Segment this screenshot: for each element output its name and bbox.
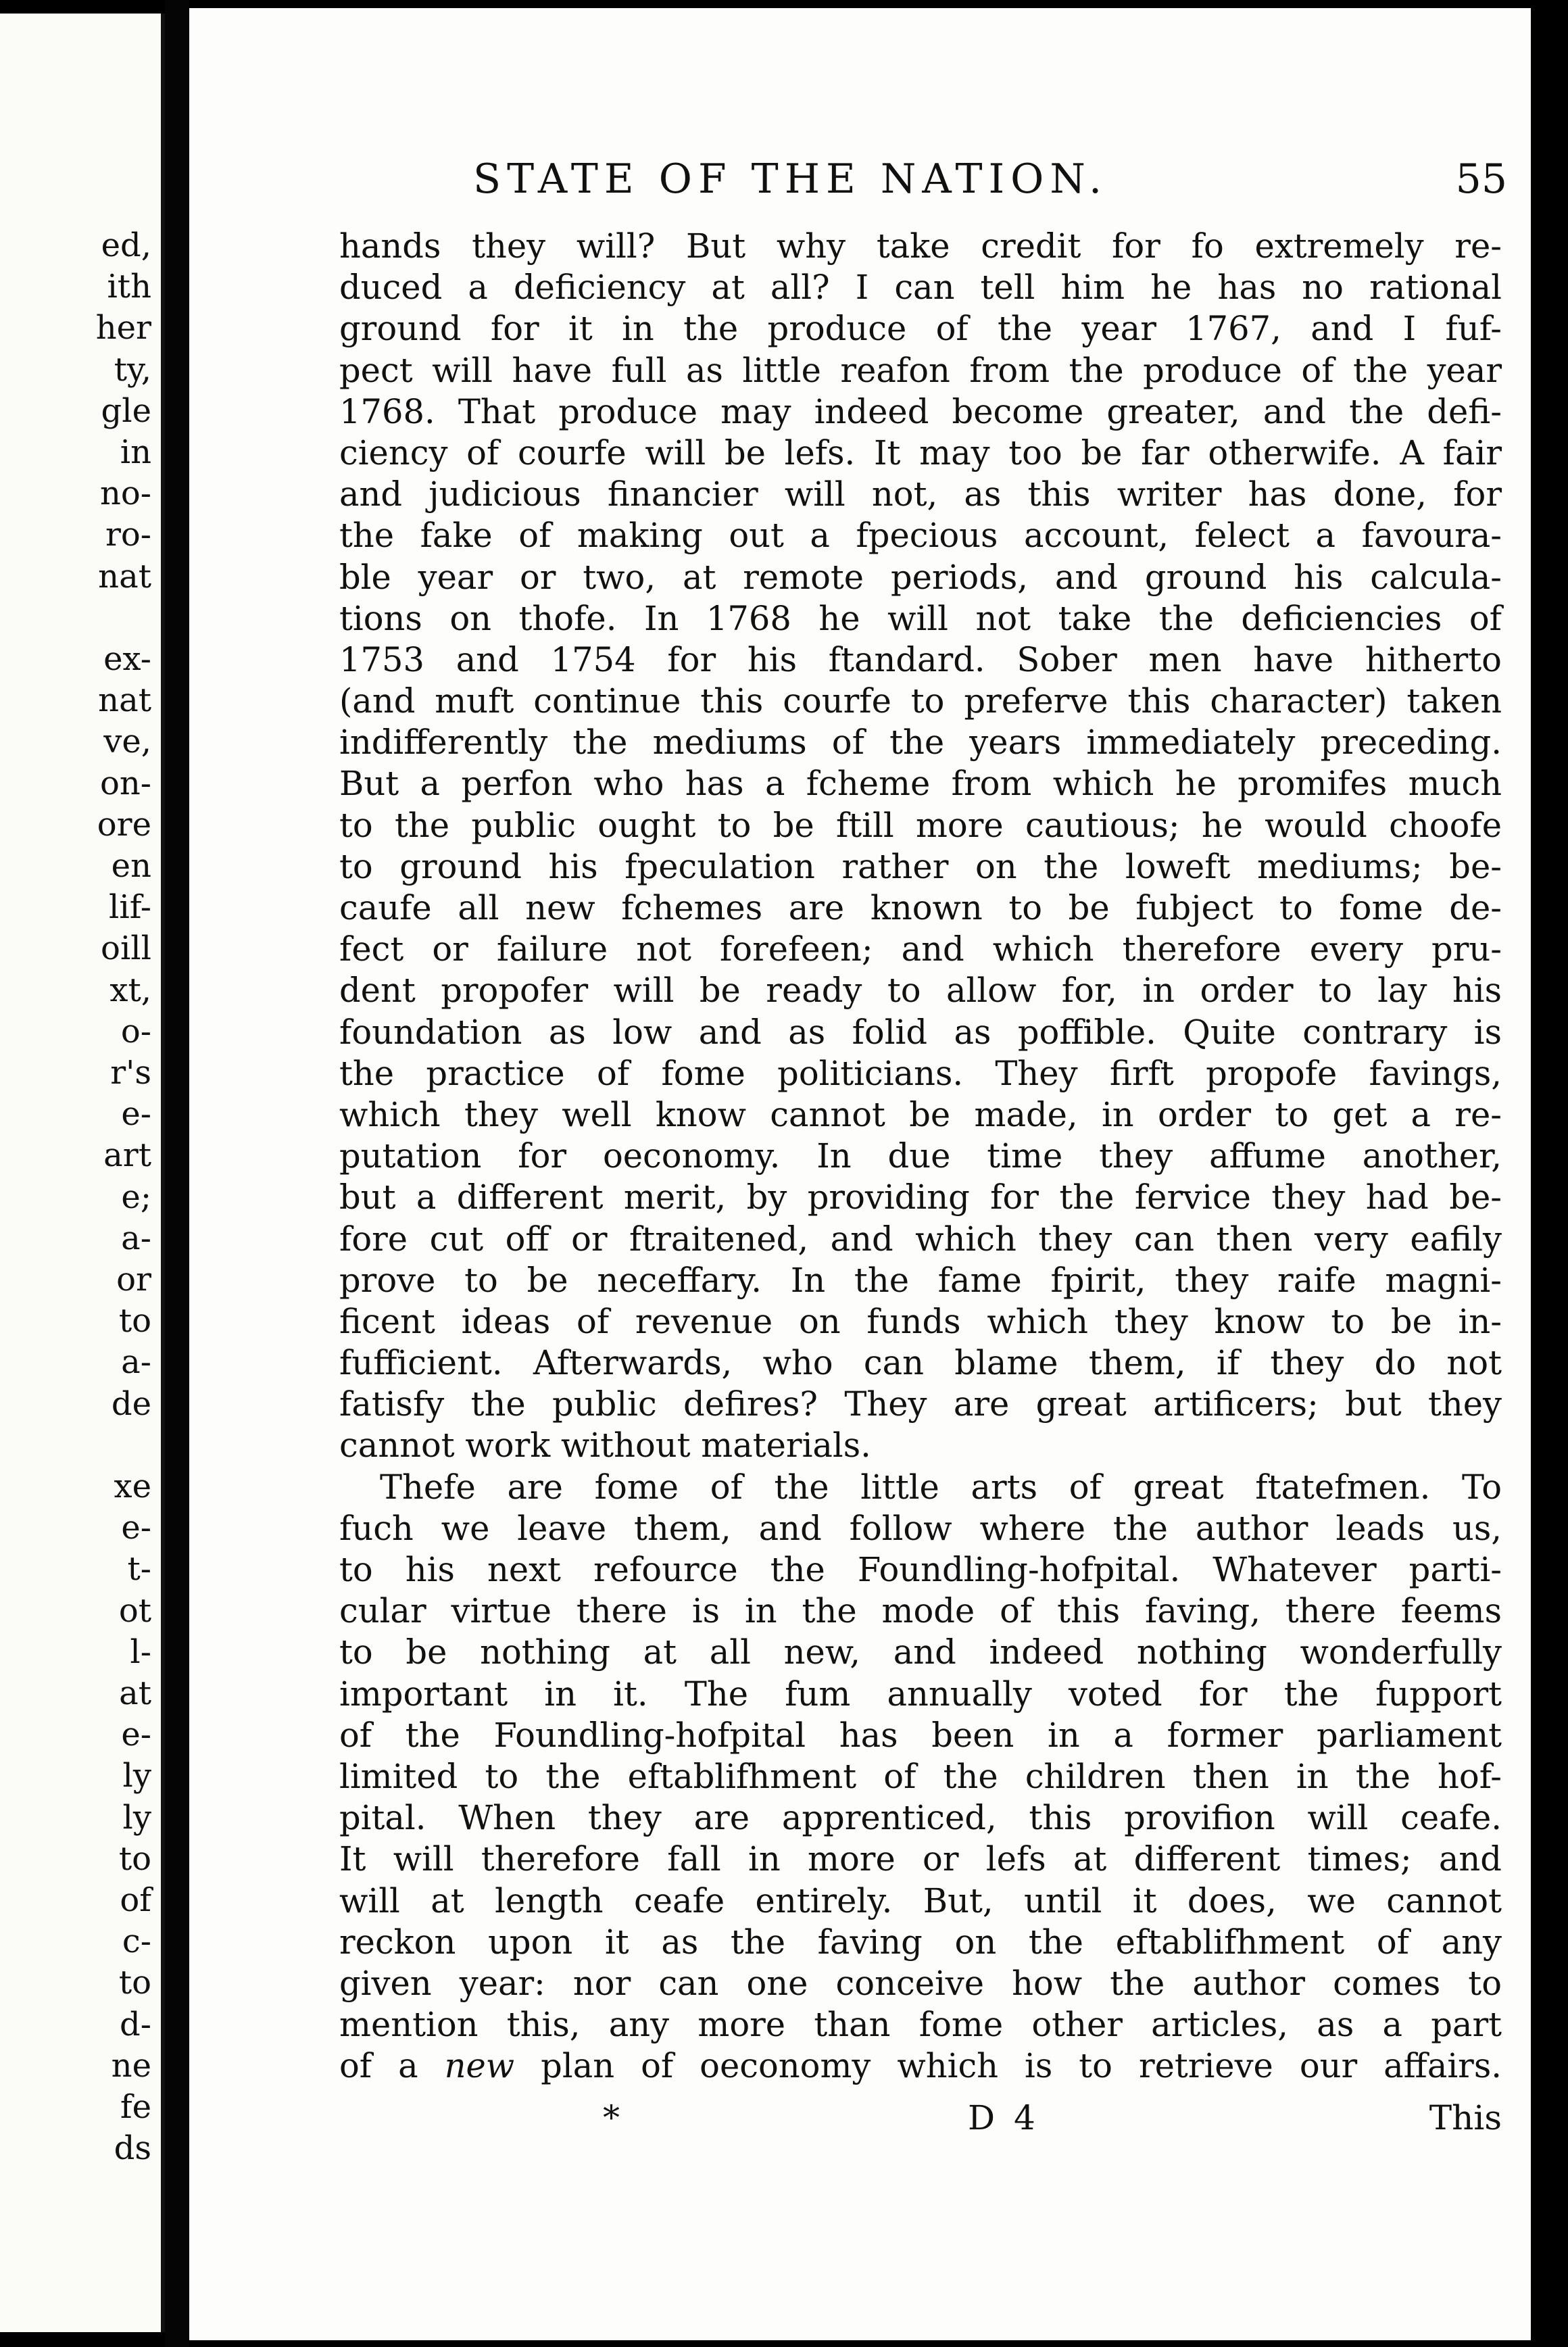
page-footer: [339, 2098, 1502, 2146]
text-line: ciency of courfe will be lefs. It may too be far otherwife. A fair: [339, 433, 1502, 473]
text-line: fore cut off or ftraitened, and which they can then very eafily: [339, 1219, 1502, 1259]
left-page-line-fragment: o-: [120, 1012, 151, 1050]
left-facing-page: [0, 14, 165, 2332]
text-line: but a different merit, by providing for the fervice they had be-: [339, 1178, 1502, 1217]
left-page-line-fragment: ly: [122, 1757, 151, 1795]
text-line: dent propofer will be ready to allow for, in order to lay his: [339, 971, 1502, 1011]
text-fragment: of a: [339, 2046, 418, 2086]
text-line: of the Foundling-hofpital has been in a former parliament: [339, 1715, 1502, 1755]
left-page-line-fragment: t-: [127, 1550, 151, 1589]
left-page-line-fragment: to: [118, 1964, 151, 2002]
text-fragment: plan of oeconomy which is to retrieve our affairs.: [541, 2046, 1502, 2086]
page-header: [473, 155, 1507, 216]
text-line: limited to the eftablifhment of the children then in the hof-: [339, 1756, 1502, 1796]
left-page-line-fragment: e;: [121, 1178, 151, 1216]
left-page-line-fragment: a-: [121, 1343, 151, 1382]
left-page-line-fragment: nat: [98, 557, 151, 596]
text-line: 1768. That produce may indeed become greater, and the defi-: [339, 391, 1502, 431]
left-page-line-fragment: no-: [99, 475, 151, 513]
text-line: the fake of making out a fpecious account, felect a favoura-: [339, 516, 1502, 556]
text-line: fufficient. Afterwards, who can blame them, if they do not: [339, 1343, 1502, 1383]
text-line: will at length ceafe entirely. But, until it does, we cannot: [339, 1881, 1502, 1920]
left-page-line-fragment: d-: [120, 2005, 151, 2043]
left-page-line-fragment: ro-: [105, 516, 151, 554]
left-page-line-fragment: xt,: [109, 971, 151, 1009]
text-line: foundation as low and as folid as poffible. Quite contrary is: [339, 1012, 1502, 1052]
text-line: tions on thofe. In 1768 he will not take the deficiencies of: [339, 598, 1502, 638]
left-page-line-fragment: art: [103, 1136, 151, 1175]
left-page-line-fragment: her: [95, 309, 151, 347]
footnote-mark: *: [603, 2098, 620, 2137]
left-page-line-fragment: to: [118, 1302, 151, 1340]
left-page-line-fragment: ed,: [101, 226, 151, 264]
text-line: putation for oeconomy. In due time they affume another,: [339, 1136, 1502, 1176]
text-line: indifferently the mediums of the years immediately preceding.: [339, 723, 1502, 763]
left-page-line-fragment: ne: [111, 2046, 151, 2085]
text-line: prove to be neceffary. In the fame fpirit, they raife magni-: [339, 1260, 1502, 1300]
text-line: mention this, any more than fome other articles, as a part: [339, 2005, 1502, 2045]
left-page-line-fragment: a-: [121, 1219, 151, 1257]
text-line: cannot work without materials.: [339, 1426, 871, 1466]
text-line: reckon upon it as the faving on the eftablifhment of any: [339, 1922, 1502, 1962]
left-page-line-fragment: lif-: [109, 888, 151, 927]
body-text: [339, 226, 1502, 2087]
text-line: to the public ought to be ftill more cautious; he would choofe: [339, 805, 1502, 845]
text-line: important in it. The fum annually voted for the fupport: [339, 1674, 1502, 1714]
left-page-line-fragment: ds: [114, 2129, 151, 2168]
left-page-line-fragment: ith: [107, 268, 151, 306]
text-line: (and muft continue this courfe to preferve this character) taken: [339, 681, 1502, 721]
left-page-line-fragment: ex-: [103, 640, 151, 678]
text-line: to be nothing at all new, and indeed nothing wonderfully: [339, 1632, 1502, 1672]
text-line: It will therefore fall in more or lefs at different times; and: [339, 1839, 1502, 1879]
text-line: ground for it in the produce of the year 1767, and I fuf-: [339, 309, 1502, 349]
left-page-line-fragment: fe: [120, 2088, 151, 2126]
text-line: to ground his fpeculation rather on the loweft mediums; be-: [339, 846, 1502, 886]
left-page-line-fragment: r's: [110, 1054, 151, 1092]
text-line: the practice of fome politicians. They firft propofe favings,: [339, 1053, 1502, 1093]
text-line: to his next refource the Foundling-hofpital. Whatever parti-: [339, 1550, 1502, 1589]
text-line: fect or failure not forefeen; and which therefore every pru-: [339, 929, 1502, 969]
left-page-line-fragment: or: [116, 1261, 151, 1299]
left-page-line-fragment: at: [119, 1674, 151, 1712]
left-page-line-fragment: de: [111, 1384, 151, 1423]
left-page-line-fragment: l-: [130, 1632, 151, 1671]
main-page: [189, 8, 1531, 2340]
signature-mark: D 4: [968, 2098, 1039, 2137]
left-page-line-fragment: c-: [122, 1922, 151, 1961]
text-line: duced a deficiency at all? I can tell him he has no rational: [339, 268, 1502, 308]
left-page-line-fragment: nat: [98, 681, 151, 720]
scan-right-edge: [1531, 0, 1568, 2347]
left-page-line-fragment: en: [111, 847, 151, 885]
text-line: given year: nor can one conceive how the author comes to: [339, 1963, 1502, 2003]
left-page-line-fragment: oill: [101, 929, 151, 968]
text-line: pect will have full as little reafon from the produce of the year: [339, 350, 1502, 390]
left-page-line-fragment: e-: [121, 1716, 151, 1754]
text-line: which they well know cannot be made, in order to get a re-: [339, 1094, 1502, 1134]
text-line: [339, 2046, 1502, 2087]
catchword: This: [1429, 2098, 1502, 2137]
italic-word: new: [444, 2046, 515, 2086]
left-page-line-fragment: gle: [101, 391, 151, 430]
text-line: caufe all new fchemes are known to be fubject to fome de-: [339, 888, 1502, 927]
text-line: ficent ideas of revenue on funds which they know to be in-: [339, 1301, 1502, 1341]
page-number: 55: [1455, 155, 1507, 203]
text-line: hands they will? But why take credit for fo extremely re-: [339, 226, 1502, 266]
left-page-line-fragment: xe: [114, 1468, 151, 1505]
left-page-line-fragment: of: [120, 1881, 151, 1919]
left-page-line-fragment: e-: [121, 1509, 151, 1547]
left-page-line-fragment: e-: [121, 1095, 151, 1134]
text-line: 1753 and 1754 for his ftandard. Sober men have hitherto: [339, 639, 1502, 679]
text-line: Thefe are fome of the little arts of great ftatefmen. To: [380, 1467, 1502, 1507]
text-line: cular virtue there is in the mode of this faving, there feems: [339, 1591, 1502, 1631]
left-page-line-fragment: ve,: [103, 723, 151, 761]
text-line: fuch we leave them, and follow where the author leads us,: [339, 1508, 1502, 1548]
left-page-line-fragment: on-: [99, 764, 151, 802]
left-page-line-fragment: in: [120, 433, 151, 471]
left-page-line-fragment: ore: [97, 805, 151, 844]
running-title: STATE OF THE NATION.: [473, 155, 1108, 203]
left-page-line-fragment: ty,: [114, 350, 151, 389]
left-page-line-fragment: to: [118, 1839, 151, 1878]
left-page-line-fragment: ot: [118, 1591, 151, 1630]
text-line: But a perfon who has a fcheme from which he promifes much: [339, 764, 1502, 804]
left-page-line-fragment: ly: [122, 1798, 151, 1837]
book-gutter: [165, 0, 189, 2347]
text-line: pital. When they are apprenticed, this provifion will ceafe.: [339, 1798, 1502, 1838]
text-line: fatisfy the public defires? They are great artificers; but they: [339, 1384, 1502, 1424]
text-line: ble year or two, at remote periods, and ground his calcula-: [339, 557, 1502, 597]
text-line: and judicious financier will not, as this writer has done, for: [339, 475, 1502, 514]
